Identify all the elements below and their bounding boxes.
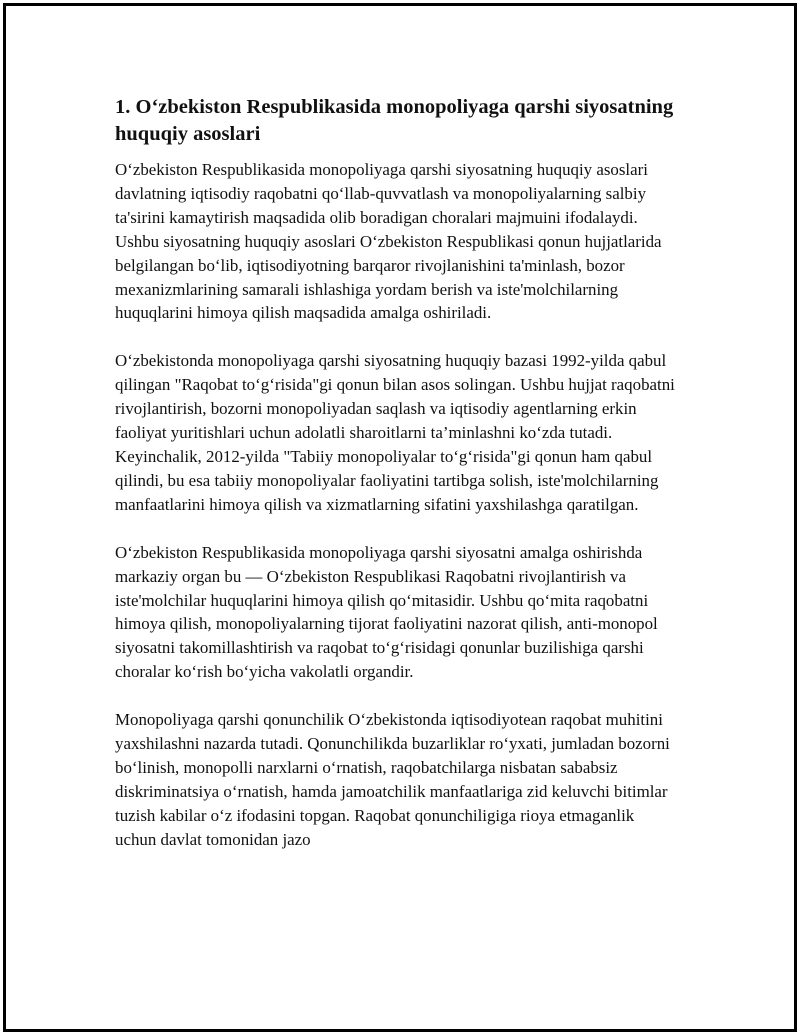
section-heading: 1. O‘zbekiston Respublikasida monopoliyaga qarshi siyosatning huquqiy asoslari <box>115 96 674 145</box>
paragraph-4: Monopoliyaga qarshi qonunchilik O‘zbekistonda iqtisodiyotean raqobat muhitini yaxshilashni nazarda tutadi. Qonunchilikda buzarliklar ro‘yxati, jumladan bozorni bo‘linish, monopolli narxlarni o‘rnatish, raqobatchilarga nisbatan sababsiz diskriminatsiya o‘rnatish, hamda jamoatchilik manfaatlariga zid keluvchi bitimlar tuzish kabilar o‘z ifodasini topgan. Raqobat qonunchiligiga rioya etmaganlik uchun davlat tomonidan jazo <box>115 710 670 849</box>
paragraph-1: O‘zbekiston Respublikasida monopoliyaga qarshi siyosatning huquqiy asoslari davlatning iqtisodiy raqobatni qo‘llab-quvvatlash va monopoliyalarning salbiy ta'sirini kamaytirish maqsadida olib boradigan choralari majmuini ifodalaydi. Ushbu siyosatning huquqiy asoslari O‘zbekiston Respublikasi qonun hujjatlarida belgilangan bo‘lib, iqtisodiyotning barqaror rivojlanishini ta'minlash, bozor mexanizmlarining samarali ishlashiga yordam berish va iste'molchilarning huquqlarini himoya qilish maqsadida amalga oshiriladi. <box>115 160 662 323</box>
document-body <box>115 94 675 876</box>
paragraph-2: O‘zbekistonda monopoliyaga qarshi siyosatning huquqiy bazasi 1992-yilda qabul qilingan "Raqobat to‘g‘risida"gi qonun bilan asos solingan. Ushbu hujjat raqobatni rivojlantirish, bozorni monopoliyadan saqlash va iqtisodiy agentlarning erkin faoliyat yuritishlari uchun adolatli sharoitlarni ta’minlashni ko‘zda tutadi. Keyinchalik, 2012-yilda "Tabiiy monopoliyalar to‘g‘risida"gi qonun ham qabul qilindi, bu esa tabiiy monopoliyalar faoliyatini tartibga solish, iste'molchilarning manfaatlarini himoya qilish va xizmatlarning sifatini yaxshilashga qaratilgan. <box>115 351 675 514</box>
paragraph-3: O‘zbekiston Respublikasida monopoliyaga qarshi siyosatni amalga oshirishda markaziy organ bu — O‘zbekiston Respublikasi Raqobatni rivojlantirish va iste'molchilar huquqlarini himoya qilish qo‘mitasidir. Ushbu qo‘mita raqobatni himoya qilish, monopoliyalarning tijorat faoliyatini nazorat qilish, anti-monopol siyosatni takomillashtirish va raqobat to‘g‘risidagi qonunlar buzilishiga qarshi choralar ko‘rish bo‘yicha vakolatli organdir. <box>115 542 658 682</box>
